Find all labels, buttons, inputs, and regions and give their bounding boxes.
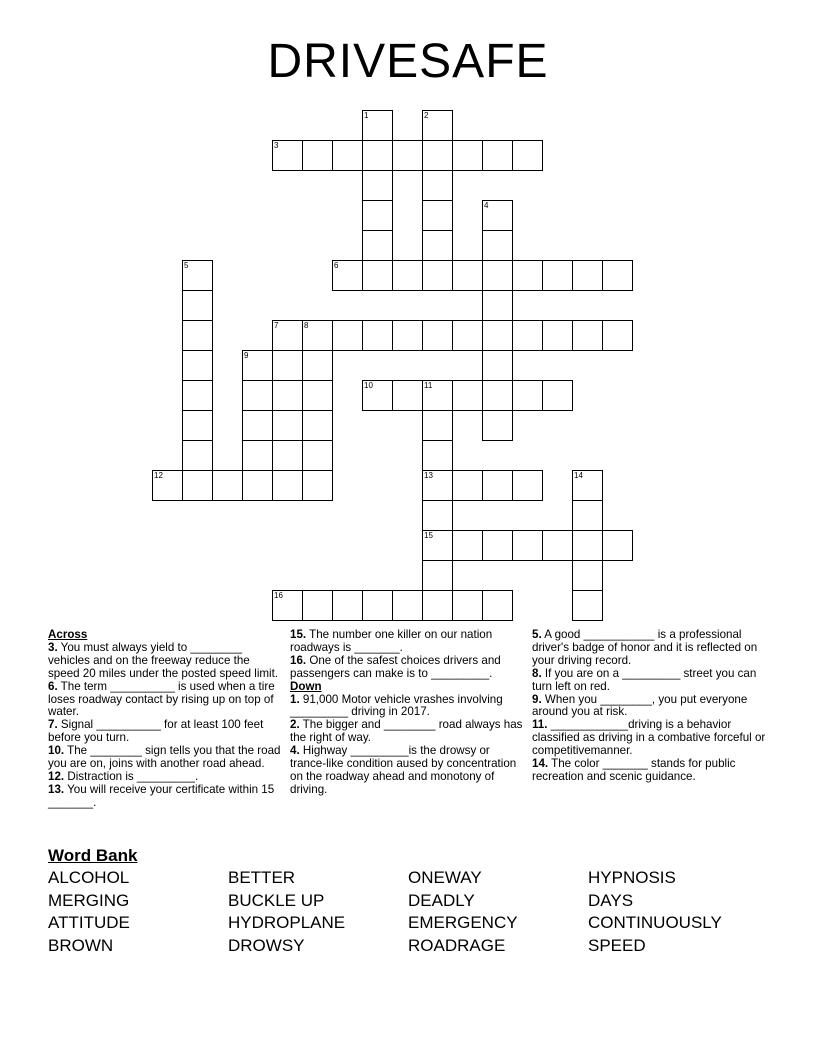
clue-number: 3.	[48, 640, 58, 654]
grid-cell[interactable]	[482, 590, 513, 621]
clue-item	[290, 745, 524, 797]
clue-item	[532, 758, 766, 784]
word-bank-word: BROWN	[48, 935, 114, 955]
clue-column-3	[532, 629, 766, 784]
word-bank-column	[228, 867, 345, 957]
clue-item	[48, 784, 282, 810]
grid-cell[interactable]	[302, 470, 333, 501]
clue-number: 11.	[532, 718, 548, 732]
clue-number: 6	[334, 261, 339, 270]
clue-number: 1.	[290, 692, 300, 706]
clue-number: 15.	[290, 628, 307, 641]
grid-cell[interactable]	[482, 530, 513, 561]
grid-cell[interactable]	[422, 410, 453, 441]
grid-cell[interactable]	[362, 110, 393, 141]
grid-cell[interactable]	[362, 320, 393, 351]
grid-cell[interactable]	[302, 440, 333, 471]
clue-item	[532, 694, 766, 720]
clue-number: 12	[154, 471, 163, 480]
clue-number: 4.	[290, 744, 300, 758]
word-bank-word: DAYS	[588, 890, 634, 910]
clue-number: 7	[274, 321, 279, 330]
grid-cell[interactable]	[302, 350, 333, 381]
clue-number: 13	[424, 471, 433, 480]
clue-number: 9	[244, 351, 249, 360]
grid-cell[interactable]	[392, 260, 423, 291]
grid-cell[interactable]	[332, 590, 363, 621]
clue-text: Signal __________ for at least 100 feet before you turn.	[48, 718, 264, 745]
grid-cell[interactable]	[392, 140, 423, 171]
grid-cell[interactable]	[572, 320, 603, 351]
grid-cell[interactable]	[242, 410, 273, 441]
word-bank-word: CONTINUOUSLY	[588, 913, 722, 933]
grid-cell[interactable]	[272, 410, 303, 441]
grid-cell[interactable]	[242, 350, 273, 381]
clue-text: You will receive your certificate within 15 _______.	[48, 782, 275, 809]
grid-cell[interactable]	[422, 320, 453, 351]
across-clue-list-continued	[290, 629, 524, 681]
clue-item	[48, 642, 282, 681]
grid-cell[interactable]	[452, 320, 483, 351]
grid-cell[interactable]	[182, 470, 213, 501]
clue-number: 11	[424, 381, 433, 390]
grid-cell[interactable]	[302, 410, 333, 441]
clue-number: 14	[574, 471, 583, 480]
grid-cell[interactable]	[422, 140, 453, 171]
grid-cell[interactable]	[242, 380, 273, 411]
word-bank-word: EMERGENCY	[408, 913, 518, 933]
grid-cell[interactable]	[302, 140, 333, 171]
grid-cell[interactable]	[422, 440, 453, 471]
word-bank-word: SPEED	[588, 935, 646, 955]
grid-cell[interactable]	[482, 350, 513, 381]
clue-item	[290, 694, 524, 720]
grid-cell[interactable]	[362, 200, 393, 231]
grid-cell[interactable]	[512, 140, 543, 171]
puzzle-title: DRIVESAFE	[267, 35, 549, 88]
clue-column-2	[290, 629, 524, 797]
grid-cell[interactable]	[362, 170, 393, 201]
grid-cell[interactable]	[392, 320, 423, 351]
clue-text: The term __________ is used when a tire loses roadway contact by rising up on top of water.	[48, 679, 275, 719]
grid-cell[interactable]	[182, 440, 213, 471]
grid-cell[interactable]	[392, 590, 423, 621]
grid-cell[interactable]	[572, 590, 603, 621]
grid-cell[interactable]	[272, 140, 303, 171]
grid-cell[interactable]	[452, 260, 483, 291]
grid-cell[interactable]	[272, 590, 303, 621]
clue-text: A good ___________ is a professional driver's badge of honor and it is reflected on your driving record.	[532, 628, 758, 667]
grid-cell[interactable]	[422, 260, 453, 291]
grid-cell[interactable]	[332, 320, 363, 351]
grid-cell[interactable]	[542, 260, 573, 291]
grid-cell[interactable]	[182, 260, 213, 291]
word-bank-column	[48, 867, 130, 957]
grid-cell[interactable]	[482, 380, 513, 411]
grid-cell[interactable]	[512, 470, 543, 501]
grid-cell[interactable]	[482, 320, 513, 351]
grid-cell[interactable]	[362, 140, 393, 171]
grid-cell[interactable]	[332, 260, 363, 291]
clue-number: 5.	[532, 628, 542, 641]
clue-number: 2.	[290, 718, 300, 732]
clue-text: Distraction is _________.	[64, 769, 199, 783]
grid-cell[interactable]	[512, 530, 543, 561]
grid-cell[interactable]	[452, 380, 483, 411]
word-bank-word: BETTER	[228, 868, 296, 887]
grid-cell[interactable]	[182, 350, 213, 381]
clue-text: The bigger and ________ road always has the right of way.	[290, 718, 523, 745]
grid-cell[interactable]	[362, 380, 393, 411]
grid-cell[interactable]	[542, 320, 573, 351]
clue-column-1	[48, 629, 282, 810]
word-bank-word: DROWSY	[228, 935, 305, 955]
clue-text: The color _______ stands for public recreation and scenic guidance.	[532, 757, 736, 783]
grid-cell[interactable]	[362, 260, 393, 291]
clue-number: 8	[304, 321, 309, 330]
grid-cell[interactable]	[332, 140, 363, 171]
grid-cell[interactable]	[272, 470, 303, 501]
grid-cell[interactable]	[482, 290, 513, 321]
grid-cell[interactable]	[572, 560, 603, 591]
grid-cell[interactable]	[422, 110, 453, 141]
grid-cell[interactable]	[272, 440, 303, 471]
grid-cell[interactable]	[512, 380, 543, 411]
clue-text: The number one killer on our nation roadways is _______.	[290, 628, 493, 654]
grid-cell[interactable]	[152, 470, 183, 501]
clue-item	[48, 745, 282, 771]
grid-cell[interactable]	[212, 470, 243, 501]
down-header: Down	[290, 679, 322, 693]
grid-cell[interactable]	[602, 530, 633, 561]
grid-cell[interactable]	[302, 590, 333, 621]
clue-number: 16	[274, 591, 283, 600]
down-clue-list	[290, 694, 524, 797]
word-bank-column	[408, 867, 518, 957]
grid-cell[interactable]	[362, 230, 393, 261]
clue-text: When you ________, you put everyone around you at risk.	[532, 692, 748, 719]
grid-cell[interactable]	[542, 380, 573, 411]
clue-number: 4	[484, 201, 489, 210]
clue-item	[48, 681, 282, 720]
word-bank-word: HYPNOSIS	[588, 868, 676, 887]
clue-text: If you are on a _________ street you can turn left on red.	[532, 666, 757, 693]
word-bank-word: MERGING	[48, 890, 130, 910]
grid-cell[interactable]	[422, 560, 453, 591]
grid-cell[interactable]	[602, 320, 633, 351]
clue-text: The ________ sign tells you that the road you are on, joins with another road ahead.	[48, 744, 281, 771]
grid-cell[interactable]	[422, 590, 453, 621]
across-clue-list	[48, 642, 282, 810]
grid-cell[interactable]	[242, 440, 273, 471]
grid-cell[interactable]	[182, 320, 213, 351]
word-bank-word: ATTITUDE	[48, 913, 130, 933]
clue-number: 15	[424, 531, 433, 540]
clue-number: 14.	[532, 757, 549, 771]
clue-number: 10	[364, 381, 373, 390]
grid-cell[interactable]	[422, 530, 453, 561]
grid-cell[interactable]	[572, 500, 603, 531]
grid-cell[interactable]	[482, 140, 513, 171]
clue-number: 2	[424, 111, 429, 120]
word-bank-word: ALCOHOL	[48, 868, 130, 887]
down-clue-list-continued	[532, 629, 766, 784]
word-bank-word: HYDROPLANE	[228, 913, 346, 933]
grid-cell[interactable]	[572, 260, 603, 291]
grid-cell[interactable]	[452, 470, 483, 501]
grid-cell[interactable]	[422, 170, 453, 201]
clue-number: 7.	[48, 718, 58, 732]
grid-cell[interactable]	[422, 500, 453, 531]
clue-number: 12.	[48, 769, 65, 783]
grid-cell[interactable]	[422, 200, 453, 231]
grid-cell[interactable]	[272, 350, 303, 381]
grid-cell[interactable]	[272, 380, 303, 411]
grid-cell[interactable]	[272, 320, 303, 351]
grid-cell[interactable]	[482, 230, 513, 261]
clue-item	[290, 655, 524, 681]
clue-number: 5	[184, 261, 189, 270]
grid-cell[interactable]	[512, 260, 543, 291]
grid-cell[interactable]	[362, 590, 393, 621]
clue-item	[290, 629, 524, 655]
grid-cell[interactable]	[182, 380, 213, 411]
clue-number: 10.	[48, 744, 65, 758]
grid-cell[interactable]	[392, 380, 423, 411]
clue-number: 9.	[532, 692, 542, 706]
grid-cell[interactable]	[602, 260, 633, 291]
grid-cell[interactable]	[302, 380, 333, 411]
word-bank-title: Word Bank	[48, 846, 138, 865]
grid-cell[interactable]	[452, 530, 483, 561]
grid-cell[interactable]	[422, 470, 453, 501]
grid-cell[interactable]	[482, 470, 513, 501]
grid-cell[interactable]	[422, 380, 453, 411]
clue-number: 3	[274, 141, 279, 150]
grid-cell[interactable]	[242, 470, 273, 501]
grid-cell[interactable]	[182, 290, 213, 321]
clue-number: 6.	[48, 679, 58, 693]
word-bank-word: DEADLY	[408, 890, 475, 910]
word-bank-column	[588, 867, 722, 957]
clue-item	[532, 719, 766, 758]
grid-cell[interactable]	[512, 320, 543, 351]
clue-item	[48, 719, 282, 745]
clue-text: 91,000 Motor vehicle vrashes involving _________ driving in 2017.	[290, 692, 503, 719]
word-bank-word: BUCKLE UP	[228, 890, 325, 910]
clue-number: 8.	[532, 666, 542, 680]
clue-text: One of the safest choices drivers and passengers can make is to _________.	[290, 653, 501, 680]
clue-number: 16.	[290, 653, 307, 667]
grid-cell[interactable]	[572, 470, 603, 501]
grid-cell[interactable]	[452, 590, 483, 621]
grid-cell[interactable]	[422, 230, 453, 261]
clue-number: 1	[364, 111, 369, 120]
word-bank-word: ROADRAGE	[408, 935, 506, 955]
grid-cell[interactable]	[482, 410, 513, 441]
grid-cell[interactable]	[482, 260, 513, 291]
grid-cell[interactable]	[302, 320, 333, 351]
clue-text: ____________driving is a behavior classified as driving in a combative forceful or competitivemanner.	[532, 718, 766, 758]
grid-cell[interactable]	[572, 530, 603, 561]
clue-text: Highway _________is the drowsy or trance-like condition aused by concentration on the roadway ahead and monotony of driving.	[290, 744, 517, 796]
clue-item	[290, 719, 524, 745]
clue-item	[532, 668, 766, 694]
grid-cell[interactable]	[452, 140, 483, 171]
clue-item	[532, 629, 766, 668]
grid-cell[interactable]	[542, 530, 573, 561]
clue-number: 13.	[48, 782, 65, 796]
grid-cell[interactable]	[182, 410, 213, 441]
word-bank-word: ONEWAY	[408, 868, 482, 887]
grid-cell[interactable]	[482, 200, 513, 231]
clue-text: You must always yield to ________ vehicles and on the freeway reduce the speed 20 miles under the posted speed limit.	[48, 640, 279, 680]
across-header: Across	[48, 628, 88, 641]
